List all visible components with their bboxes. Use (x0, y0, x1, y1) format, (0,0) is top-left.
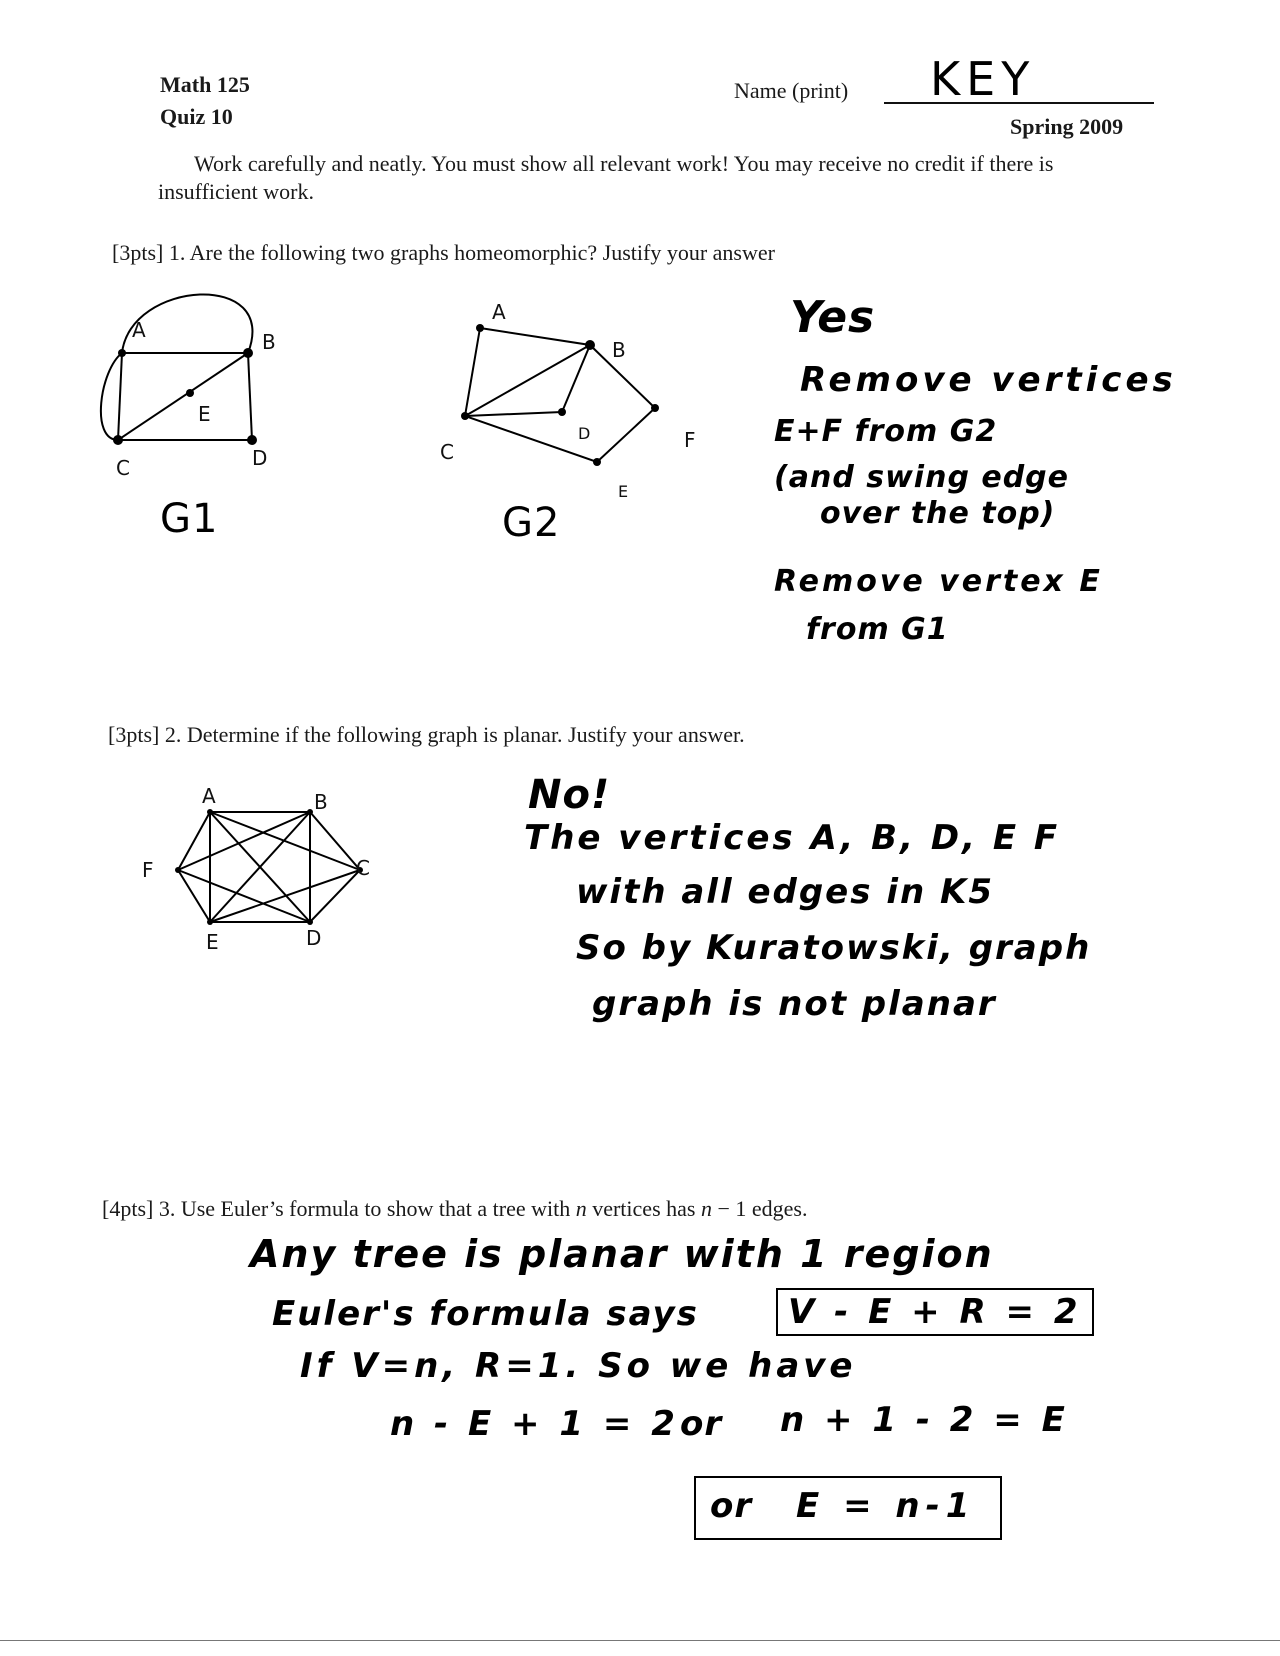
q3-final-answer-box (694, 1476, 1002, 1540)
course-title: Math 125 (160, 72, 250, 97)
graph-g1 (101, 294, 253, 440)
g2-label-f: F (684, 428, 696, 452)
q3-answer-line-2: Euler's formula says (272, 1294, 699, 1334)
q2-answer-line-1: No! (528, 772, 611, 818)
name-label: Name (print) (734, 78, 849, 103)
q2-label-f: F (142, 858, 154, 882)
q1-graphs-figure (60, 290, 720, 550)
instructions: Work carefully and neatly. You must show all relevant work! You may receive no credit if there is insufficient work. (158, 151, 1054, 204)
q1-answer-line-5: over the top) (820, 496, 1056, 531)
g2-vertex-c (461, 412, 469, 420)
q1-answer-line-4: (and swing edge (774, 460, 1070, 495)
q1-text: Are the following two graphs homeomorphic? Justify your answer (189, 240, 775, 265)
page-bottom-edge (0, 1640, 1280, 1641)
q1-answer-line-7: from G1 (806, 612, 949, 647)
g2-vertex-e (593, 458, 601, 466)
quiz-title: Quiz 10 (160, 104, 233, 129)
q2-label-b: B (314, 790, 328, 814)
q3-euler-formula-box: V - E + R = 2 (776, 1288, 1094, 1336)
q3-var-n: n (575, 1196, 587, 1221)
g2-label-c: C (440, 440, 454, 464)
q1-answer-line-2: Remove vertices (800, 360, 1177, 400)
term: Spring 2009 (1010, 114, 1124, 139)
q2-vertex-e (207, 919, 213, 925)
g1-vertex-d (247, 435, 257, 445)
q1-number: 1. (168, 240, 186, 265)
g2-caption: G2 (502, 500, 561, 546)
q3-answer-line-3: If V=n, R=1. So we have (300, 1346, 857, 1386)
q2-answer-line-3: with all edges in K5 (576, 872, 995, 912)
q3-text-pre: Use Euler’s formula to show that a tree with (180, 1196, 576, 1221)
q3-points: [4pts] (102, 1196, 154, 1221)
g1-label-c: C (116, 456, 130, 480)
g2-vertex-b (585, 340, 595, 350)
q2-answer-line-4: So by Kuratowski, graph (576, 928, 1092, 968)
q2-points: [3pts] (108, 722, 160, 747)
q3-text-post: − 1 edges. (711, 1196, 808, 1221)
g2-vertex-d (558, 408, 566, 416)
q1-points: [3pts] (112, 240, 164, 265)
q2-prompt (108, 722, 745, 748)
q3-prompt (102, 1196, 807, 1222)
q3-answer-line-1: Any tree is planar with 1 region (250, 1232, 994, 1276)
g1-label-a: A (132, 318, 146, 342)
g1-label-d: D (252, 446, 268, 470)
q3-answer-line-4b: or (680, 1404, 723, 1444)
q2-answer-line-5: graph is not planar (592, 984, 997, 1024)
q1-answer-line-3: E+F from G2 (774, 414, 998, 449)
name-value: KEY (930, 52, 1036, 106)
g2-label-d: D (578, 424, 591, 443)
q1-answer-line-1: Yes (790, 292, 876, 343)
g2-label-a: A (492, 300, 506, 324)
q2-label-d: D (306, 926, 322, 950)
q3-var-n2: n (700, 1196, 712, 1221)
g1-vertex-e (186, 389, 194, 397)
q3-final-answer: E = n-1 (796, 1486, 976, 1526)
q2-vertex-a (207, 809, 213, 815)
q2-answer-line-2: The vertices A, B, D, E F (524, 818, 1061, 858)
g1-vertex-c (113, 435, 123, 445)
q3-answer-line-4a: n - E + 1 = 2 (390, 1404, 679, 1444)
g2-label-b: B (612, 338, 626, 362)
g1-label-b: B (262, 330, 276, 354)
g2-vertex-a (476, 324, 484, 332)
g1-label-e: E (198, 402, 211, 426)
q1-prompt (112, 240, 775, 266)
q2-text: Determine if the following graph is planar. Justify your answer. (186, 722, 745, 747)
q2-vertex-f (175, 867, 181, 873)
q3-answer-line-4c: n + 1 - 2 = E (780, 1400, 1069, 1440)
q2-vertex-b (307, 809, 313, 815)
q2-number: 2. (164, 722, 182, 747)
q3-text-mid: vertices has (586, 1196, 701, 1221)
q1-answer-line-6: Remove vertex E (774, 564, 1103, 599)
q2-label-e: E (206, 930, 219, 954)
q2-label-c: C (356, 856, 370, 880)
q2-vertex-d (307, 919, 313, 925)
g2-label-e: E (618, 482, 629, 501)
g1-vertex-b (243, 348, 253, 358)
graph-g2 (465, 328, 655, 462)
q3-number: 3. (158, 1196, 176, 1221)
g2-vertex-f (651, 404, 659, 412)
q2-label-a: A (202, 784, 216, 808)
q3-final-or: or (710, 1486, 753, 1526)
g1-vertex-a (118, 349, 126, 357)
g1-caption: G1 (160, 496, 219, 542)
q2-graph-figure (160, 780, 400, 930)
